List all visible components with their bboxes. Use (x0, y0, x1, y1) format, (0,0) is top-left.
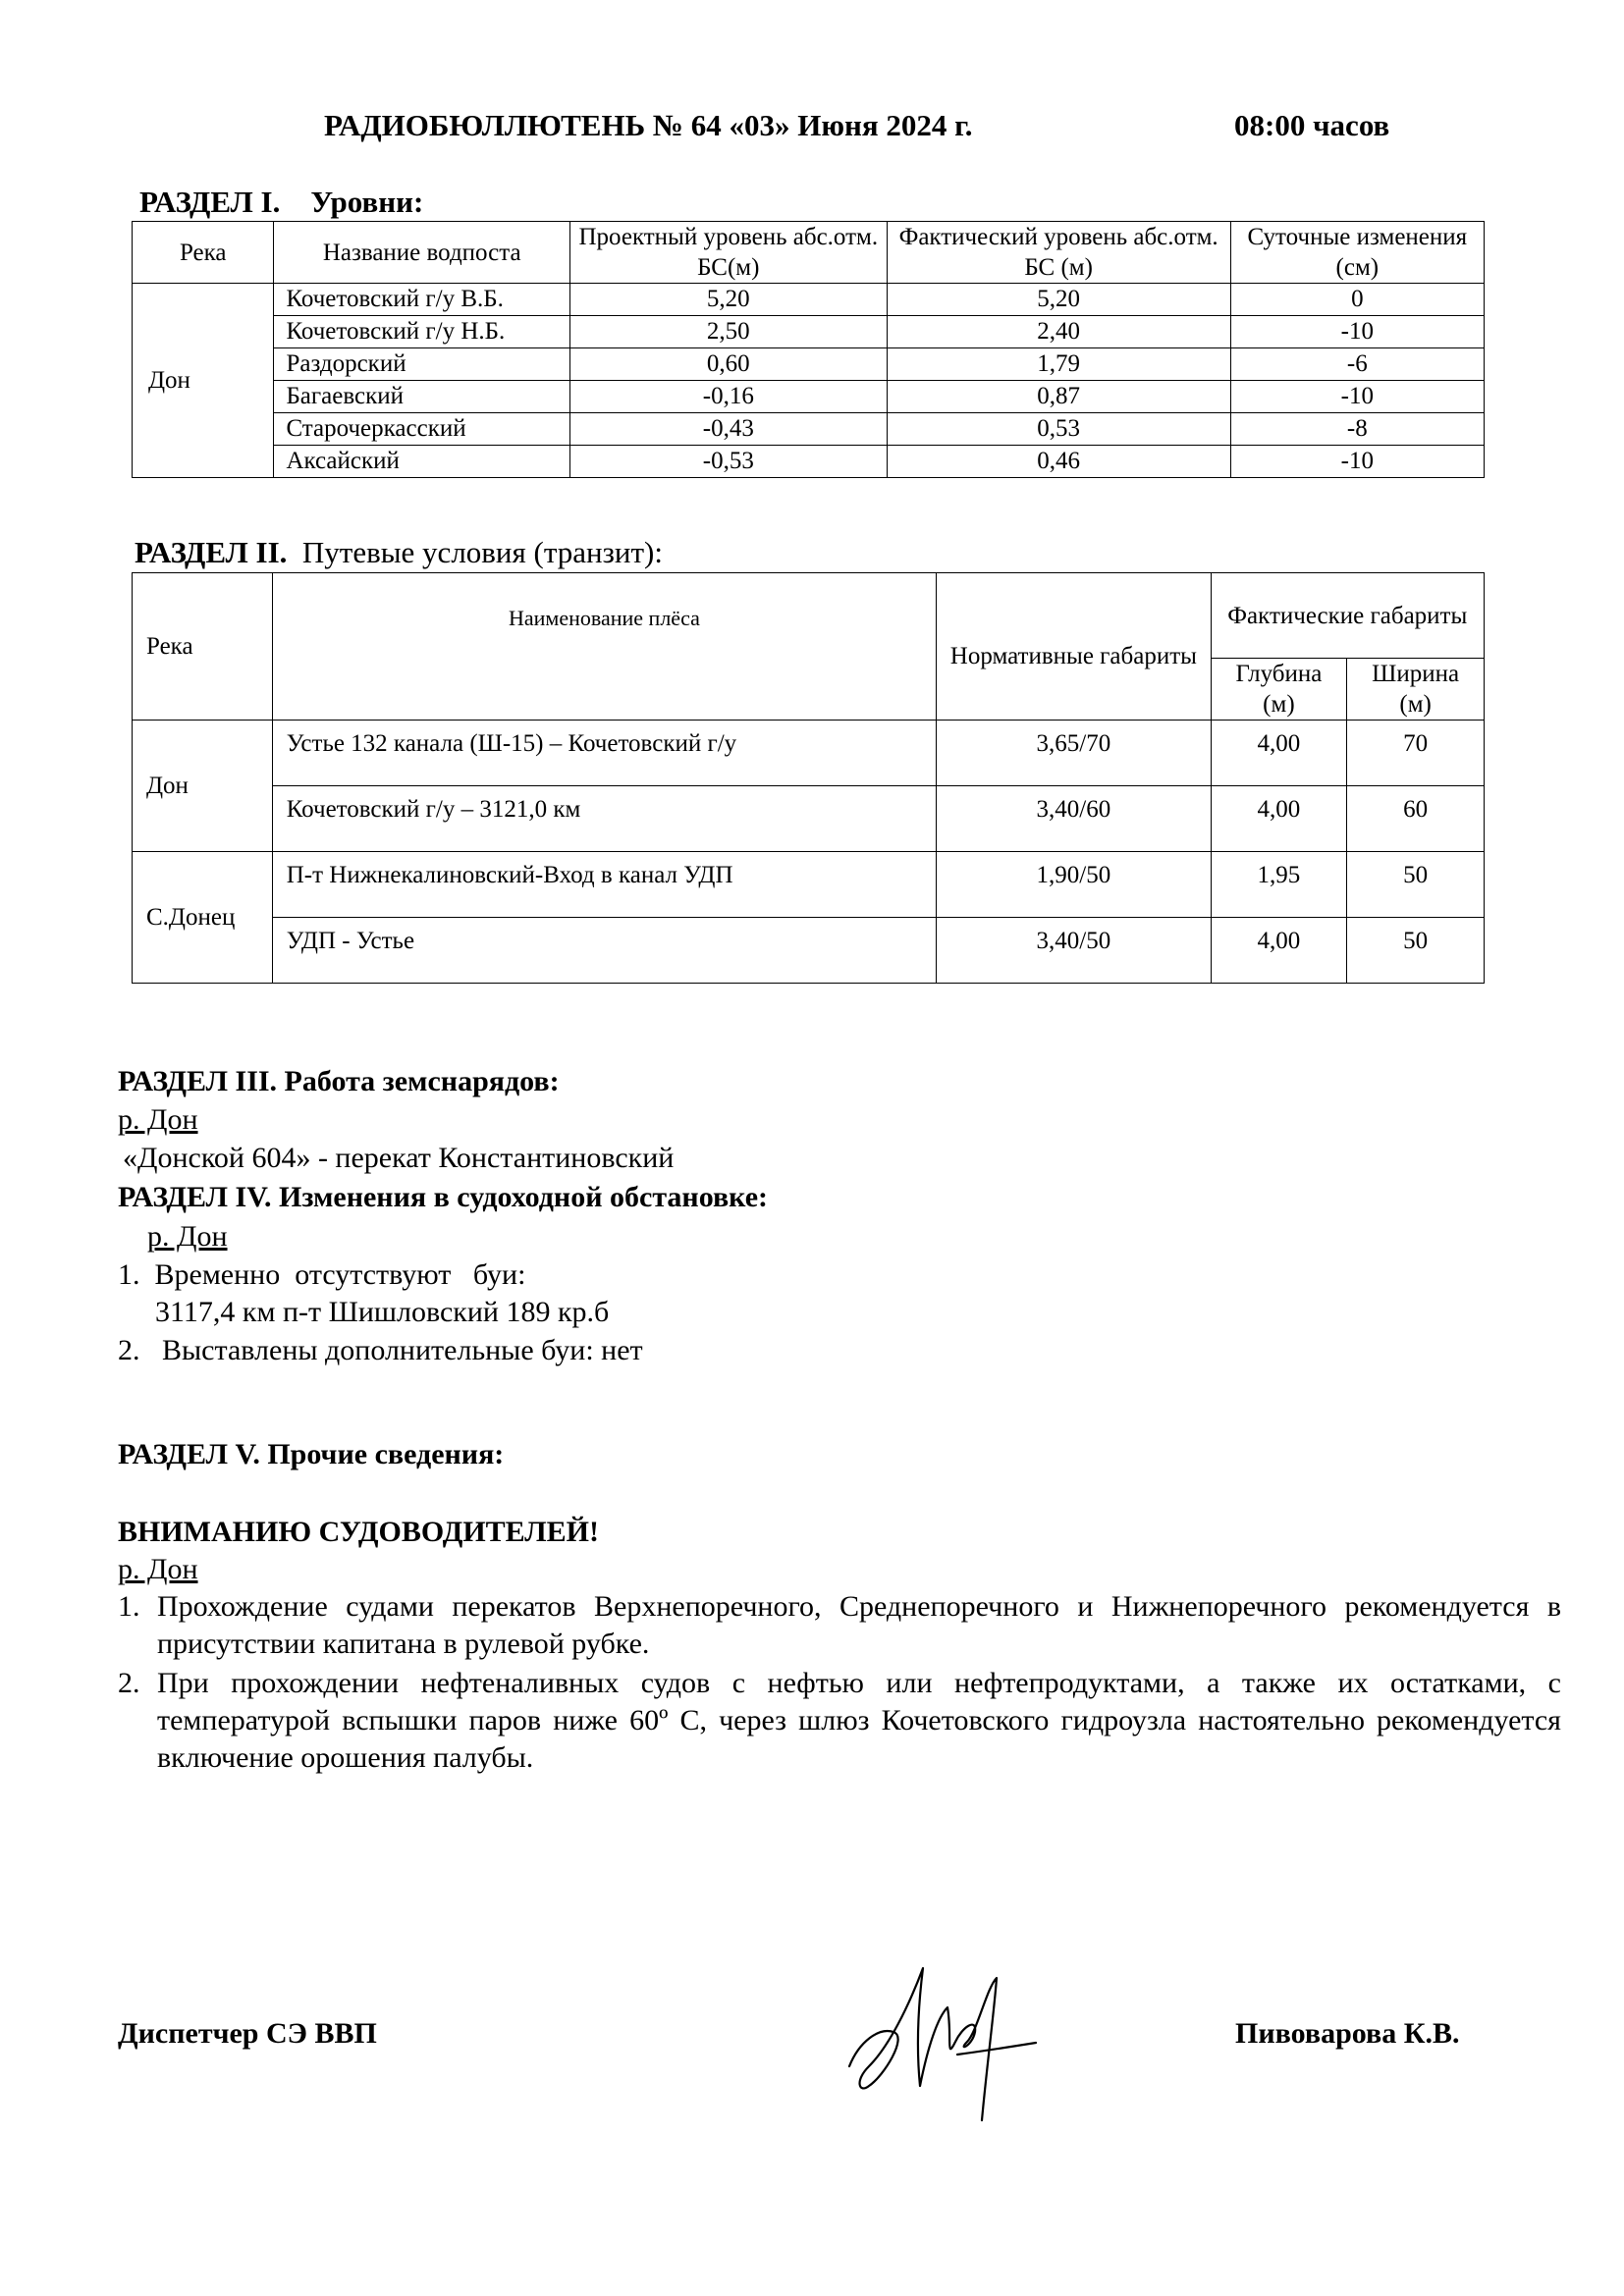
actual-level: 0,87 (887, 381, 1230, 413)
section3-river: р. Дон (118, 1103, 198, 1136)
project-level: -0,43 (569, 413, 887, 446)
actual-width: 50 (1347, 852, 1485, 918)
table-row (133, 413, 1485, 446)
section1-title: Уровни: (310, 185, 424, 219)
table-row (133, 348, 1485, 381)
daily-change: -10 (1230, 446, 1484, 478)
section5-title: РАЗДЕЛ V. Прочие сведения: (118, 1438, 505, 1470)
post-name: Багаевский (274, 381, 570, 413)
actual-level: 0,53 (887, 413, 1230, 446)
daily-change: 0 (1230, 284, 1484, 316)
project-level: -0,16 (569, 381, 887, 413)
plesa-name: УДП - Устье (272, 918, 936, 984)
daily-change: -6 (1230, 348, 1484, 381)
section4-title: РАЗДЕЛ IV. Изменения в судоходной обстановке: (118, 1181, 769, 1213)
actual-depth: 4,00 (1211, 918, 1347, 984)
section2-label: РАЗДЕЛ II. (135, 535, 288, 569)
transit-header-row (133, 573, 1485, 659)
transit-table (132, 572, 1485, 984)
actual-depth: 1,95 (1211, 852, 1347, 918)
table-row (133, 786, 1485, 852)
notice-text: При прохождении нефтеналивных судов с нефтью или нефтепродуктами, а также их остатками, с температурой вспышки паров ниже 60º С, через шлюз Кочетовского гидроузла настоятельно рекомендуется включение орошения палубы. (157, 1667, 1561, 1774)
table-row (133, 316, 1485, 348)
actual-depth: 4,00 (1211, 721, 1347, 786)
handwritten-signature (839, 1949, 1056, 2135)
levels-river: Дон (133, 284, 274, 478)
post-name: Кочетовский г/у Н.Б. (274, 316, 570, 348)
transit-col-depth: Глубина (м) (1211, 659, 1347, 721)
plesa-name: Кочетовский г/у – 3121,0 км (272, 786, 936, 852)
actual-level: 0,46 (887, 446, 1230, 478)
section2-title: Путевые условия (транзит): (301, 535, 663, 569)
project-level: 2,50 (569, 316, 887, 348)
notice-item (118, 1588, 1561, 1663)
actual-level: 2,40 (887, 316, 1230, 348)
section2-heading (135, 535, 663, 570)
buoys-added-item (118, 1332, 643, 1369)
plesa-name: П-т Нижнекалиновский-Вход в канал УДП (272, 852, 936, 918)
levels-col-project: Проектный уровень абс.отм. БС(м) (569, 222, 887, 284)
post-name: Старочеркасский (274, 413, 570, 446)
transit-col-plesa: Наименование плёса (272, 573, 936, 721)
section3-title: РАЗДЕЛ III. Работа земснарядов: (118, 1065, 560, 1097)
list-number: 1. (118, 1590, 140, 1623)
levels-col-actual: Фактический уровень абс.отм. БС (м) (887, 222, 1230, 284)
table-row (133, 381, 1485, 413)
list-item-text: Временно отсутствуют буи: (154, 1258, 526, 1291)
transit-river: С.Донец (133, 852, 273, 984)
levels-col-change: Суточные изменения (см) (1230, 222, 1484, 284)
bulletin-title: РАДИОБЮЛЛЮТЕНЬ № 64 «03» Июня 2024 г. (324, 108, 973, 142)
list-item-text: Выставлены дополнительные буи: нет (162, 1334, 643, 1366)
norm-dims: 3,65/70 (937, 721, 1211, 786)
table-row (133, 284, 1485, 316)
section1-heading (139, 185, 423, 220)
actual-width: 60 (1347, 786, 1485, 852)
transit-river: Дон (133, 721, 273, 852)
daily-change: -10 (1230, 316, 1484, 348)
list-number: 2. (118, 1667, 140, 1699)
transit-col-river: Река (133, 573, 273, 721)
levels-table (132, 221, 1485, 478)
norm-dims: 3,40/50 (937, 918, 1211, 984)
list-number: 1. (118, 1258, 140, 1291)
table-row (133, 721, 1485, 786)
actual-level: 5,20 (887, 284, 1230, 316)
table-row (133, 918, 1485, 984)
project-level: -0,53 (569, 446, 887, 478)
bulletin-time: 08:00 часов (1234, 108, 1390, 142)
dispatcher-name: Пивоварова К.В. (1235, 2017, 1460, 2050)
transit-col-width: Ширина (м) (1347, 659, 1485, 721)
table-row (133, 446, 1485, 478)
actual-level: 1,79 (887, 348, 1230, 381)
table-row (133, 852, 1485, 918)
buoys-missing-detail: 3117,4 км п-т Шишловский 189 кр.б (155, 1296, 610, 1328)
section5-river: р. Дон (118, 1553, 198, 1585)
levels-header-row (133, 222, 1485, 284)
plesa-name: Устье 132 канала (Ш-15) – Кочетовский г/у (272, 721, 936, 786)
post-name: Аксайский (274, 446, 570, 478)
dispatcher-position: Диспетчер СЭ ВВП (118, 2017, 377, 2050)
dredger-item: «Донской 604» - перекат Константиновский (123, 1142, 675, 1174)
actual-depth: 4,00 (1211, 786, 1347, 852)
notice-item (118, 1665, 1561, 1777)
notice-text: Прохождение судами перекатов Верхнепоречного, Среднепоречного и Нижнепоречного рекомендуется в присутствии капитана в рулевой рубке. (157, 1590, 1561, 1660)
norm-dims: 3,40/60 (937, 786, 1211, 852)
project-level: 5,20 (569, 284, 887, 316)
actual-width: 50 (1347, 918, 1485, 984)
transit-col-actual: Фактические габариты (1211, 573, 1484, 659)
levels-col-post: Название водпоста (274, 222, 570, 284)
norm-dims: 1,90/50 (937, 852, 1211, 918)
project-level: 0,60 (569, 348, 887, 381)
list-number: 2. (118, 1334, 140, 1366)
levels-col-river: Река (133, 222, 274, 284)
post-name: Кочетовский г/у В.Б. (274, 284, 570, 316)
transit-col-norm: Нормативные габариты (937, 573, 1211, 721)
attention-heading: ВНИМАНИЮ СУДОВОДИТЕЛЕЙ! (118, 1516, 599, 1548)
daily-change: -8 (1230, 413, 1484, 446)
post-name: Раздорский (274, 348, 570, 381)
daily-change: -10 (1230, 381, 1484, 413)
section1-label: РАЗДЕЛ I. (139, 185, 281, 219)
section4-river: р. Дон (147, 1220, 228, 1253)
buoys-missing-item (118, 1256, 525, 1294)
actual-width: 70 (1347, 721, 1485, 786)
